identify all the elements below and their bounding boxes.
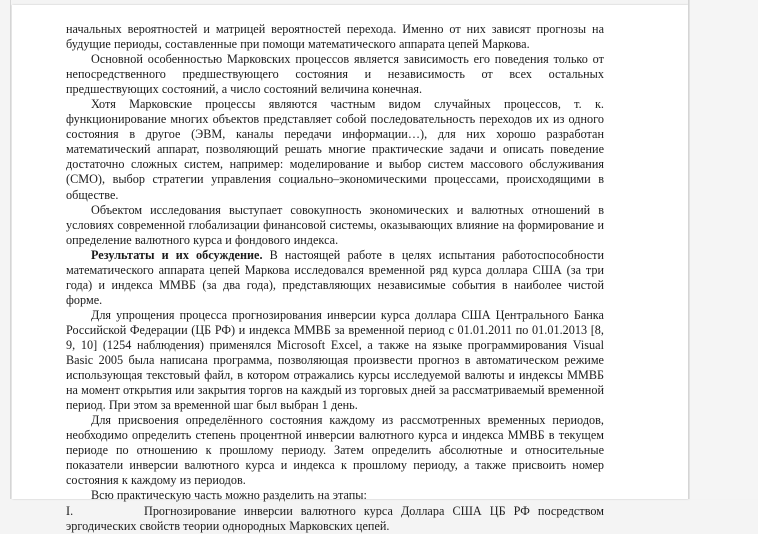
page-text-content: [66, 22, 604, 534]
list-item-numeral: I.: [66, 503, 74, 518]
paragraph-7: Для присвоения определённого состояния каждому из рассмотренных временных периодов, необходимо определить степень процентной инверсии валютного курса и индекса ММВБ в текущем периоде по отношению к прошлому периоду. Затем определить абсолютные и относительные показатели инверсии валютного курса и индекса к прошлому периоду, а также присвоить номер состояния к каждому из периодов.: [66, 413, 604, 488]
list-item-roman-1: [66, 504, 604, 534]
results-body-run: В настоящей работе в целях испытания работоспособности математического аппарата цепей Маркова исследовался временной ряд курса доллара США (за три года) и индекса ММВБ (за два года), представляющих независимые события в наиболее чистой форме.: [66, 247, 604, 307]
paragraph-5-results: [66, 248, 604, 308]
viewer-left-gutter: [0, 0, 11, 499]
paragraph-4: Объектом исследования выступает совокупность экономических и валютных отношений в условиях современной глобализации финансовой системы, оказывающих влияние на формирование и определение валютного курса и фондового индекса.: [66, 202, 604, 247]
paragraph-8: Всю практическую часть можно разделить на этапы:: [91, 488, 367, 503]
list-item-text: Прогнозирование инверсии валютного курса Доллара США ЦБ РФ посредством эргодических свойств теории однородных Марковских цепей.: [66, 503, 604, 533]
results-heading-run: Результаты и их обсуждение.: [91, 247, 263, 262]
paragraph-3: Хотя Марковские процессы являются частным видом случайных процессов, т. к. функционирование многих объектов представляет собой последовательность переходов их из одного состояния в другое (ЭВМ, каналы передачи информации…), для них хорошо разработан математический аппарат, позволяющий решать многие практические задачи и описать поведение достаточно сложных систем, например: моделирование и выбор систем массового обслуживания (СМО), выбор стратегии управления социально–экономическими процессами, происходящими в обществе.: [66, 97, 604, 202]
paragraph-1: начальных вероятностей и матрицей вероятностей перехода. Именно от них зависят прогнозы на будущие периоды, составленные при помощи математического аппарата цепей Маркова.: [66, 22, 604, 52]
paragraph-6: Для упрощения процесса прогнозирования инверсии курса доллара США Центрального Банка Российской Федерации (ЦБ РФ) и индекса ММВБ за временной период с 01.01.2011 по 01.01.2013 [8, 9, 10] (1254 наблюдения) применялся Microsoft Excel, а также на языке программирования Visual Basic 2005 была написана программа, позволяющая произвести прогноз в автоматическом режиме использующая текстовый файл, в котором отражались курсы исследуемой валюты и индексы ММВБ на момент открытия или закрытия торгов на каждый из торговых дней за рассматриваемый временной период. При этом за временной шаг был выбран 1 день.: [66, 307, 604, 413]
document-page: [12, 5, 688, 533]
viewer-right-gutter: [690, 0, 758, 499]
paragraph-2: Основной особенностью Марковских процессов является зависимость его поведения только от непосредственного предшествующего состояния и независимость от всех остальных предшествующих состояний, а число состояний величина конечная.: [66, 52, 604, 97]
